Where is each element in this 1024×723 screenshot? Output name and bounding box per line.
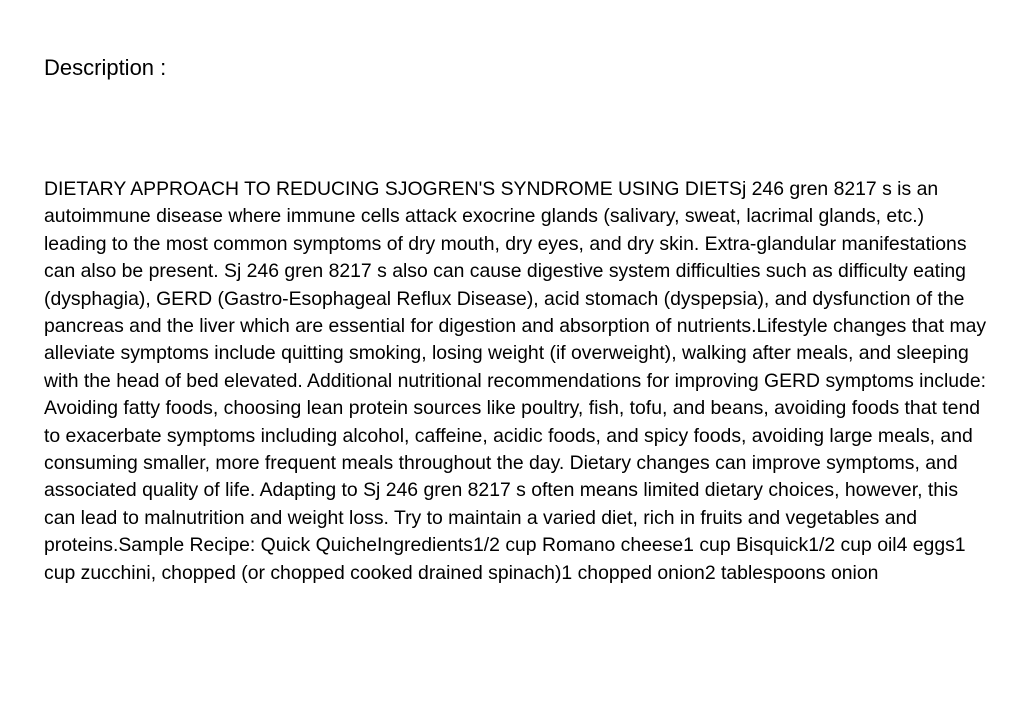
description-heading: Description : [44,55,167,80]
description-body-text: DIETARY APPROACH TO REDUCING SJOGREN'S SYNDROME USING DIETSj 246 gren 8217 s is an autoimmune disease where immune cells attack exocrine glands (salivary, sweat, lacrimal glands, etc.) leading to the most common symptoms of dry mouth, dry eyes, and dry skin. Extra-glandular manifestations can also be present. Sj 246 gren 8217 s also can cause digestive system difficulties such as difficulty eating (dysphagia), GERD (Gastro-Esophageal Reflux Disease), acid stomach (dyspepsia), and dysfunction of the pancreas and the liver which are essential for digestion and absorption of nutrients.Lifestyle changes that may alleviate symptoms include quitting smoking, losing weight (if overweight), walking after meals, and sleeping with the head of bed elevated. Additional nutritional recommendations for improving GERD symptoms include: Avoiding fatty foods, choosing lean protein sources like poultry, fish, tofu, and beans, avoiding foods that tend to exacerbate symptoms including alcohol, caffeine, acidic foods, and spicy foods, avoiding large meals, and consuming smaller, more frequent meals throughout the day. Dietary changes can improve symptoms, and associated quality of life. Adapting to Sj 246 gren 8217 s often means limited dietary choices, however, this can lead to malnutrition and weight loss. Try to maintain a varied diet, rich in fruits and vegetables and proteins.Sample Recipe: Quick QuicheIngredients1/2 cup Romano cheese1 cup Bisquick1/2 cup oil4 eggs1 cup zucchini, chopped (or chopped cooked drained spinach)1 chopped onion2 tablespoons onion [44,178,987,584]
